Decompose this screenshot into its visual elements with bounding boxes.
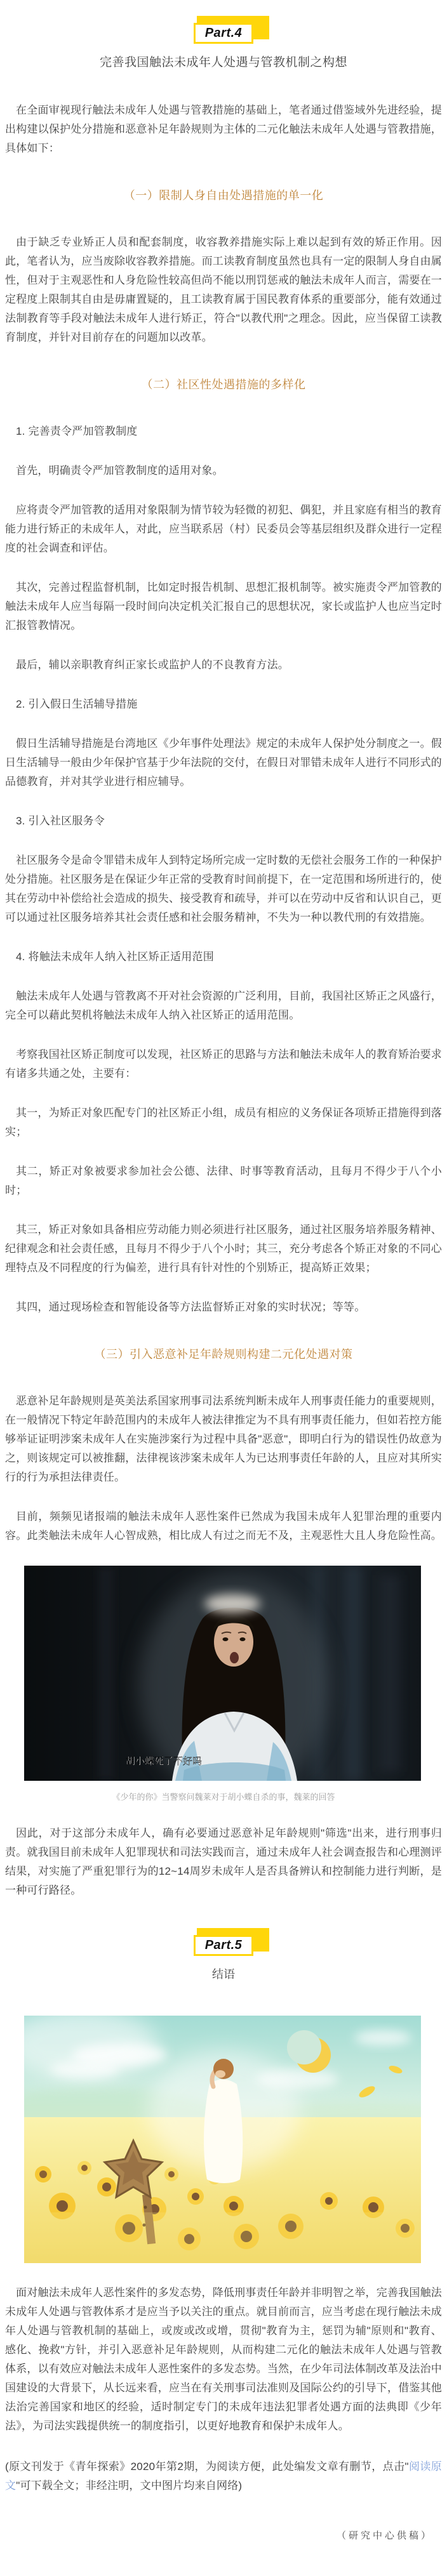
section2-paragraph: 社区服务令是命令罪错未成年人到特定场所完成一定时数的无偿社会服务工作的一种保护处分措施。社区服务是在保证少年正常的受教育时间前提下，在一定范围和场所进行的，使其在劳动中补偿给社会造成的损失、接受教育和疏导，并可以在劳动中反省和认识自己，更可以通过社区服务培养其社会责任感和社会服务精神，不失为一种以教代刑的有效措施。 [5, 854, 442, 923]
section3-closing-paragraph: 因此，对于这部分未成年人，确有必要通过恶意补足年龄规则"筛选"出来，进行刑事归责。就我国目前未成年人犯罪现状和司法实践而言，通过未成年人社会调查报告和心理测评结果，对实施了严重犯罪行为的12~14周岁未成年人是否具备辨认和控制能力进行判断，是一种可行路径。 [5, 1827, 442, 1896]
footer-note [5, 2457, 442, 2495]
intro-paragraph: 在全面审视现行触法未成年人处遇与管教措施的基础上，笔者通过借鉴域外先进经验，提出构建以保护处分措施和恶意补足年龄规则为主体的二元化触法未成年人处遇与管教措施，具体如下： [5, 104, 442, 154]
section2-paragraph: 其三，矫正对象如具备相应劳动能力则必须进行社区服务，通过社区服务培养服务精神、纪律观念和社会责任感，且每月不得少于八个小时；其三，充分考虑各个矫正对象的不同心理特点及不同程度的行为偏差，进行具有针对性的个别矫正，提高矫正效果； [5, 1224, 442, 1274]
read-original-link[interactable]: 阅读原文 [5, 2460, 442, 2492]
credit-line: （研究中心供稿） [336, 2530, 433, 2541]
movie-still-figure [24, 1566, 423, 1804]
section2-item-title: 3. 引入社区服务令 [16, 815, 105, 827]
section2-paragraph: 应将责令严加管教的适用对象限制为情节较为轻微的初犯、偶犯，并且家庭有相当的教育能力进行矫正的未成年人，对此，应当联系居（村）民委员会等基层组织及群众进行一定程度的社会调查和评估。 [5, 504, 442, 554]
section3-paragraph: 恶意补足年龄规则是英美法系国家刑事司法系统判断未成年人刑事责任能力的重要规则，在一般情况下特定年龄范围内的未成年人被法律推定为不具有刑事责任能力，但如若控方能够举证证明涉案未成年人在实施涉案行为过程中具备"恶意"，即明白行为的错误性仍故意为之，则该规定可以被推翻，法律视该涉案未成年人为已达刑事责任年龄的人，且应对其所实行的行为承担法律责任。 [5, 1395, 442, 1483]
section1-heading: （一）限制人身自由处遇措施的单一化 [123, 189, 324, 202]
sunflower-illustration-figure [24, 2016, 423, 2263]
footer-note-suffix: "可下载全文；非经注明，文中图片均来自网络) [16, 2480, 243, 2492]
conclusion-heading: 结语 [212, 1968, 235, 1981]
section2-paragraph: 其次，完善过程监督机制，比如定时报告机制、思想汇报机制等。被实施责令严加管教的触法未成年人应当每隔一段时间向决定机关汇报自己的思想状况，家长或监护人也应当定时汇报管教情况。 [5, 581, 442, 631]
section2-paragraph: 其二，矫正对象被要求参加社会公德、法律、时事等教育活动，且每月不得少于八个小时； [5, 1165, 442, 1196]
movie-subtitle-text: 胡小蝶死了不好吗 [125, 1756, 203, 1767]
section1-paragraph: 由于缺乏专业矫正人员和配套制度，收容教养措施实际上难以起到有效的矫正作用。因此，笔者认为，应当废除收容教养措施。而工读教育制度虽然也具有一定的限制人身自由属性，但对于主观恶性和人身危险性较高但尚不能以刑罚惩戒的触法未成年人而言，需要在一定程度上限制其自由是毋庸置疑的，且工读教育属于国民教育体系的重要部分，能有效通过法制教育等手段对触法未成年人进行矫正，符合"以教代刑"之理念。因此，应当保留工读教育制度，并针对目前存在的问题加以改革。 [5, 236, 442, 343]
part5-badge [194, 1935, 254, 1956]
section3-heading: （三）引入恶意补足年龄规则构建二元化处遇对策 [94, 1348, 353, 1361]
movie-caption: 《少年的你》当警察问魏莱对于胡小蝶自杀的事，魏莱的回答 [112, 1792, 335, 1802]
section2-paragraph: 首先，明确责令严加管教制度的适用对象。 [16, 465, 223, 477]
section2-item-title: 2. 引入假日生活辅导措施 [16, 698, 138, 710]
section2-item-title: 4. 将触法未成年人纳入社区矫正适用范围 [16, 951, 214, 963]
part4-badge-label: Part.4 [194, 23, 254, 44]
section2-paragraph: 假日生活辅导措施是台湾地区《少年事件处理法》规定的未成年人保护处分制度之一。假日生活辅导一般由少年保护官基于少年法院的交付，在假日对罪错未成年人进行不同形式的品德教育，并对其学业进行相应辅导。 [5, 737, 442, 788]
section2-paragraph: 触法未成年人处遇与管教离不开对社会资源的广泛利用，目前，我国社区矫正之风盛行，完全可以藉此契机将触法未成年人纳入社区矫正的适用范围。 [5, 990, 442, 1021]
section2-paragraph: 其四，通过现场检查和智能设备等方法监督矫正对象的实时状况；等等。 [16, 1301, 366, 1313]
sunflower-illustration-image[interactable] [24, 2016, 421, 2263]
part4-badge [194, 23, 254, 44]
section3-paragraph: 目前，频频见诸报端的触法未成年人恶性案件已然成为我国未成年人犯罪治理的重要内容。此类触法未成年人心智成熟，相比成人有过之而无不及，主观恶性大且人身危险性高。 [5, 1510, 442, 1542]
footer-note-prefix: (原文刊发于《青年探索》2020年第2期，为阅读方便，此处编发文章有删节，点击" [5, 2460, 409, 2473]
section2-paragraph: 最后，辅以亲职教育纠正家长或监护人的不良教育方法。 [16, 659, 289, 671]
conclusion-paragraph: 面对触法未成年人恶性案件的多发态势，降低刑事责任年龄并非明智之举，完善我国触法未成年人处遇与管教体系才是应当予以关注的重点。就目前而言，应当考虑在现行触法未成年人处遇与管教机制的基础上，或废或改或增，贯彻"教育为主，惩罚为辅"原则和"教育、感化、挽救"方针，并引入恶意补足年龄规则，从而构建二元化的触法未成年人处遇与管教体系，以有效应对触法未成年人恶性案件的多发态势。当然，在少年司法体制改革及法治中国建设的大背景下，从长远来看，应当在有关刑事司法准则及国际公约的引导下，借鉴其他法治完善国家和地区的经验，适时制定专门的未成年违法犯罪者处遇方面的法典即《少年法》，为司法实践提供统一的制度指引，以更好地教育和保护未成年人。 [5, 2287, 442, 2432]
section2-item-title: 1. 完善责令严加管教制度 [16, 425, 138, 437]
part4-title: 完善我国触法未成年人处遇与管教机制之构想 [99, 56, 347, 69]
section2-paragraph: 其一，为矫正对象匹配专门的社区矫正小组，成员有相应的义务保证各项矫正措施得到落实； [5, 1107, 442, 1138]
section2-paragraph: 考察我国社区矫正制度可以发现，社区矫正的思路与方法和触法未成年人的教育矫治要求有诸多共通之处，主要有： [5, 1048, 442, 1080]
section2-heading: （二）社区性处遇措施的多样化 [141, 378, 306, 391]
movie-still-image[interactable] [24, 1566, 421, 1781]
part5-badge-label: Part.5 [194, 1935, 254, 1956]
